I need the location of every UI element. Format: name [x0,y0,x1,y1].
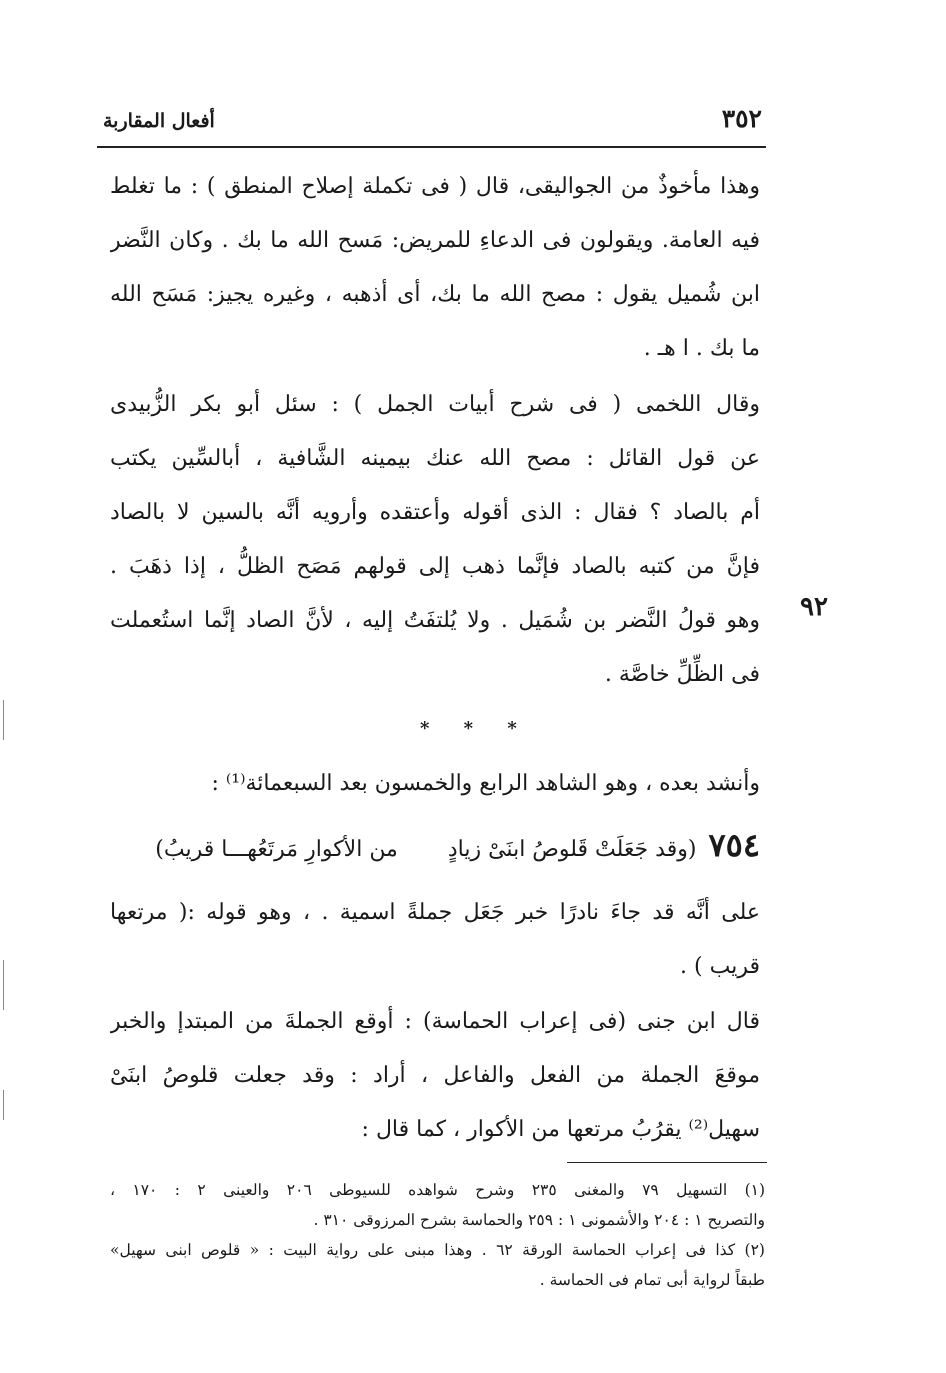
text-line: سهيل⁽²⁾ يقرُبُ مرتعها من الأكوار ، كما قال : [361,1117,760,1142]
text-line: فيه العامة. ويقولون فى الدعاءِ للمريض: مَسح الله ما بك . وكان النَّضر [110,228,760,253]
running-title: أفعال المقاربة [103,110,215,132]
section-separator: * * * [420,718,531,739]
paragraph-jawaliqi [110,160,760,376]
footnote-line: (٢) كذا فى إعراب الحماسة الورقة ٦٢ . وهذا مبنى على رواية البيت : « قلوص ابنى سهيل» [110,1241,765,1259]
text-line: أم بالصاد ؟ فقال : الذى أقوله وأعتقده وأرويه أنَّه بالسين لا بالصاد [110,500,760,525]
verse-hemistich-first: (وقد جَعَلَتْ قَلوصُ ابنَىْ زيادٍ [447,837,697,862]
text-line: قريب ) . [680,954,760,979]
text-line: وقال اللخمى ( فى شرح أبيات الجمل ) : سئل أبو بكر الزُّبيدى [110,392,760,417]
footnotes [110,1175,765,1295]
text-line: فإنَّ من كتبه بالصاد فإنَّما ذهب إلى قولهم مَصَح الظلُّ ، إذا ذهَبَ . [110,554,760,579]
page-header [97,100,766,148]
footnote-line: (١) التسهيل ٧٩ والمغنى ٢٣٥ وشرح شواهده للسيوطى ٢٠٦ والعينى ٢ : ١٧٠ ، [110,1181,765,1199]
paragraph-ibn-jinni [110,995,760,1157]
text-line: ما بك . ا هـ . [643,336,760,361]
footnote-line: والتصريح ١ : ٢٠٤ والأشمونى ١ : ٢٥٩ والحماسة بشرح المرزوقى ٣١٠ . [313,1211,765,1229]
poetry-verse [110,826,760,880]
scan-edge-mark [3,700,4,740]
text-line: قال ابن جنى (فى إعراب الحماسة) : أوقع الجملةَ من المبتدإ والخبر [110,1009,760,1034]
scan-edge-mark [3,960,4,1010]
text-line: على أنَّه قد جاءَ نادرًا خبر جَعَل جملةً اسمية . ، وهو قوله :( مرتعها [110,900,760,925]
paragraph-witness-intro [110,757,760,811]
footnote-divider [567,1162,767,1163]
text-line: فى الظِّلِّ خاصَّة . [604,662,760,687]
text-line: وأنشد بعده ، وهو الشاهد الرابع والخمسون بعد السبعمائة⁽¹⁾ : [211,771,760,796]
verse-hemistich-second: من الأكوارِ مَرتَعُهـــا قريبُ) [155,837,398,862]
text-line: وهو قولُ النَّضر بن شُمَيل . ولا يُلتفَتُ إليه ، لأنَّ الصاد إنَّما استُعملت [110,608,760,633]
margin-page-reference: ٩٢ [800,592,828,622]
verse-number: ٧٥٤ [708,826,760,864]
paragraph-lakhmi [110,378,760,702]
page-number: ٣٥٢ [721,104,762,133]
text-line: عن قول القائل : مصح الله عنك بيمينه الشَّافية ، أبالسِّين يكتب [110,446,760,471]
footnote-line: طبقاً لرواية أبى تمام فى الحماسة . [539,1271,765,1289]
text-line: موقعَ الجملة من الفعل والفاعل ، أراد : وقد جعلت قلوصُ ابنَىْ [110,1063,760,1088]
text-line: وهذا مأخوذٌ من الجواليقى، قال ( فى تكملة إصلاح المنطق ) : ما تغلط [110,174,760,199]
scan-edge-mark [3,1090,4,1120]
text-line: ابن شُميل يقول : مصح الله ما بك، أى أذهبه ، وغيره يجيز: مَسَح الله [110,282,760,307]
paragraph-commentary [110,886,760,994]
